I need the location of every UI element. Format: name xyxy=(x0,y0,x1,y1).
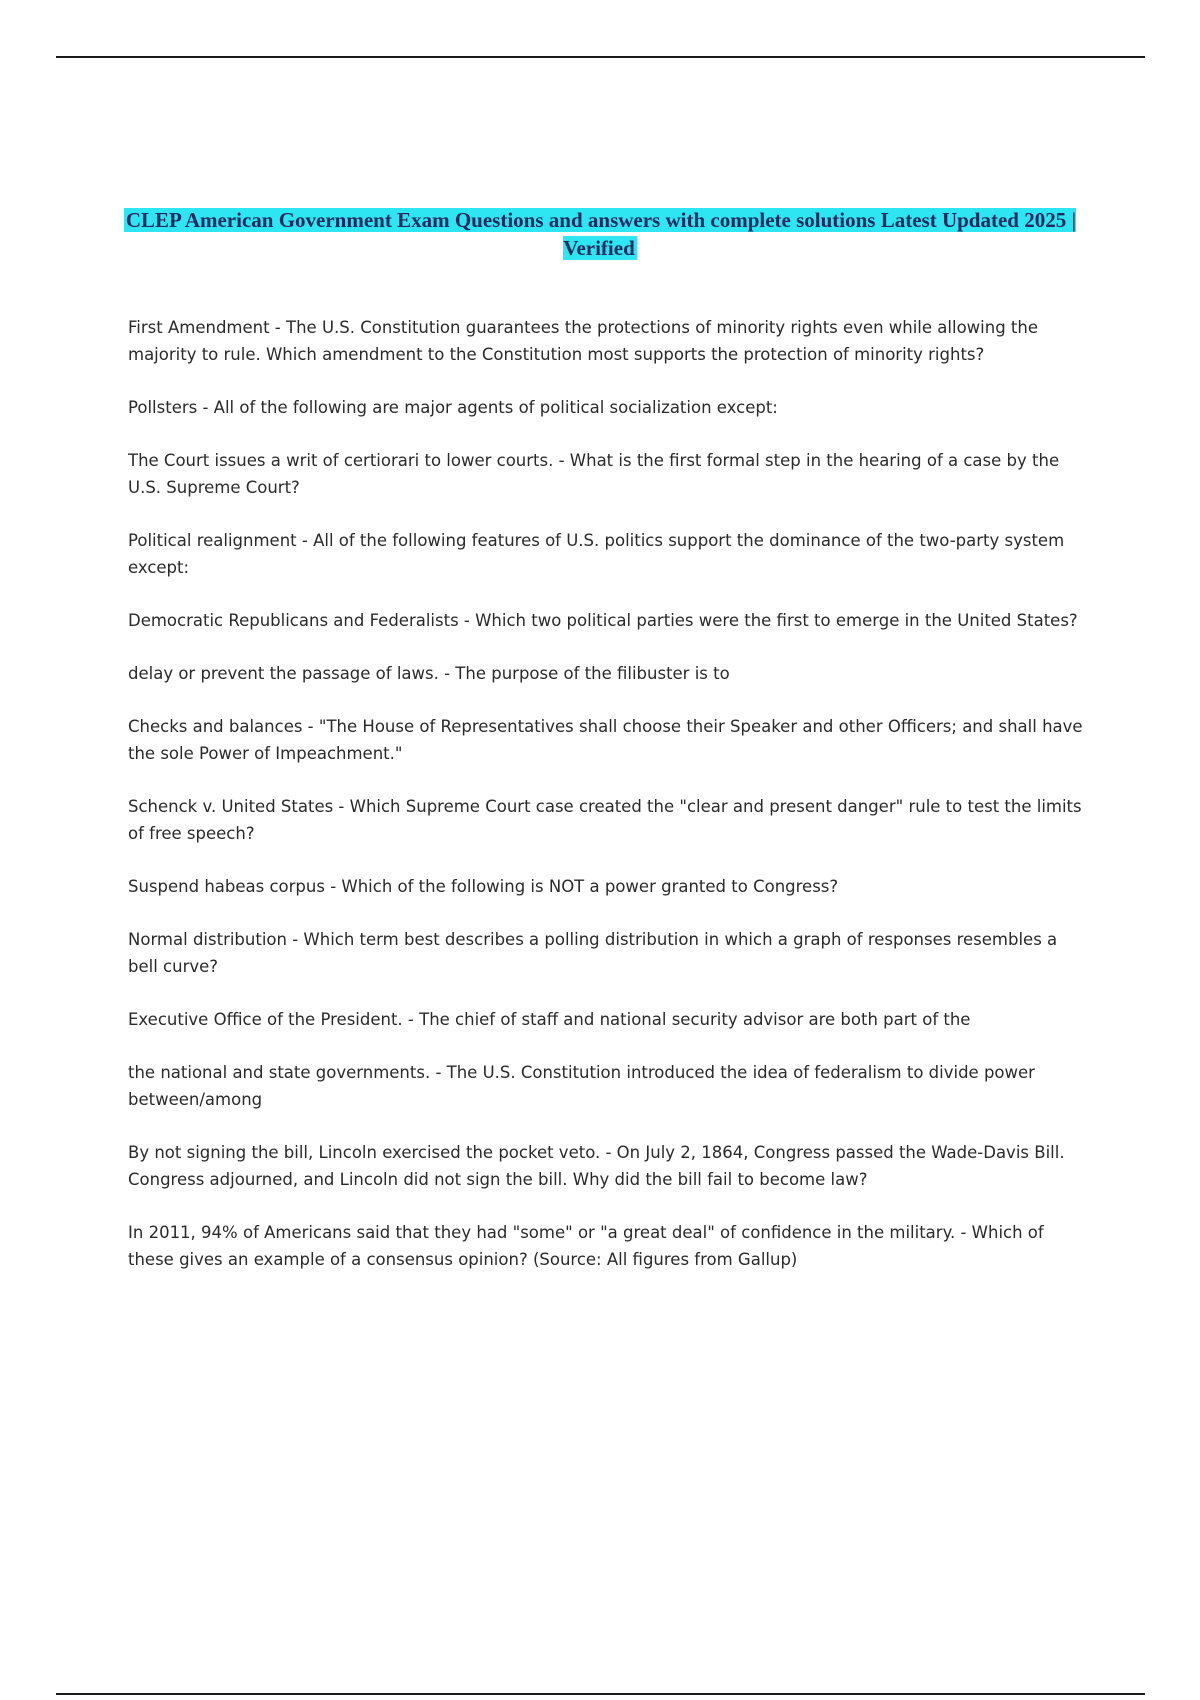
qa-item: Political realignment - All of the following features of U.S. politics support the dominance of the two-party system except: xyxy=(128,531,1065,577)
document-title xyxy=(100,206,1100,262)
document-title-text: CLEP American Government Exam Questions and answers with complete solutions Latest Updated 2025 | Verified xyxy=(125,208,1077,260)
qa-item: Schenck v. United States - Which Supreme Court case created the "clear and present danger" rule to test the limits of free speech? xyxy=(128,797,1082,843)
qa-item: Pollsters - All of the following are major agents of political socialization except: xyxy=(128,398,778,417)
qa-item: Democratic Republicans and Federalists - Which two political parties were the first to emerge in the United States? xyxy=(128,611,1078,630)
qa-item: By not signing the bill, Lincoln exercised the pocket veto. - On July 2, 1864, Congress passed the Wade-Davis Bill. Congress adjourned, and Lincoln did not sign the bill. Why did the bill fail to become law? xyxy=(128,1143,1065,1189)
qa-item: The Court issues a writ of certiorari to lower courts. - What is the first formal step in the hearing of a case by the U.S. Supreme Court? xyxy=(128,451,1060,497)
qa-list xyxy=(128,314,1083,1299)
qa-item: First Amendment - The U.S. Constitution guarantees the protections of minority rights even while allowing the majority to rule. Which amendment to the Constitution most supports the protection of minority rights? xyxy=(128,318,1038,364)
top-rule xyxy=(56,56,1145,58)
qa-item: Checks and balances - "The House of Representatives shall choose their Speaker and other Officers; and shall have the sole Power of Impeachment." xyxy=(128,717,1083,763)
bottom-rule xyxy=(56,1693,1145,1695)
qa-item: Executive Office of the President. - The chief of staff and national security advisor are both part of the xyxy=(128,1010,971,1029)
qa-item: the national and state governments. - The U.S. Constitution introduced the idea of federalism to divide power between/among xyxy=(128,1063,1035,1109)
qa-item: Suspend habeas corpus - Which of the following is NOT a power granted to Congress? xyxy=(128,877,839,896)
qa-item: Normal distribution - Which term best describes a polling distribution in which a graph of responses resembles a bell curve? xyxy=(128,930,1058,976)
qa-item: In 2011, 94% of Americans said that they had "some" or "a great deal" of confidence in the military. - Which of these gives an example of a consensus opinion? (Source: All figures from Gallup) xyxy=(128,1223,1044,1269)
qa-item: delay or prevent the passage of laws. - The purpose of the filibuster is to xyxy=(128,664,730,683)
